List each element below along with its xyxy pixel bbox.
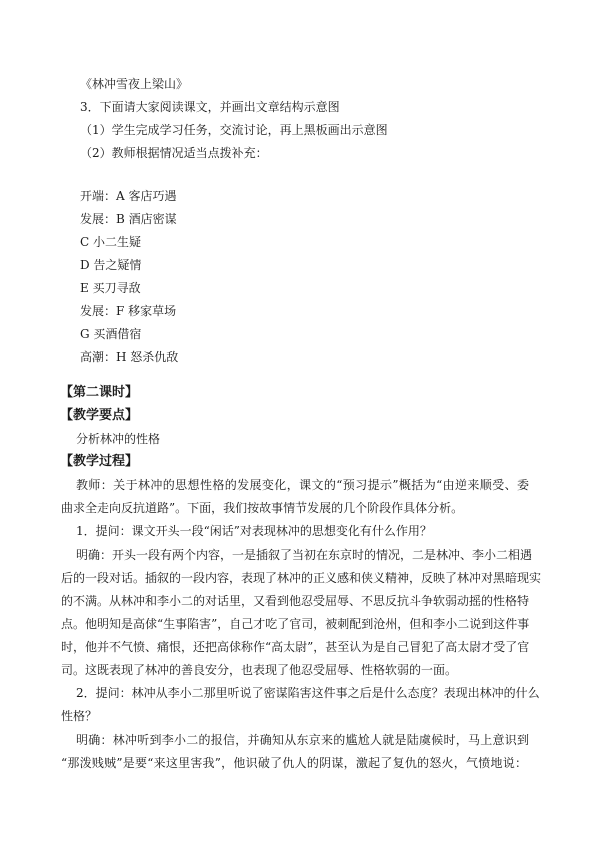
outline-item: C 小二生疑 [80, 235, 141, 249]
paragraph-line: 曲求全走向反抗道路”。下面，我们按故事情节发展的几个阶段作具体分析。 [61, 501, 464, 515]
outline-item: 开端：A 客店巧遇 [80, 189, 177, 203]
substep-2: （2）教师根据情况适当点拨补充： [80, 146, 268, 160]
section-heading-key-points: 【教学要点】 [60, 408, 139, 423]
paragraph-line: 教师：关于林冲的思想性格的发展变化，课文的“预习提示”概括为“由逆来顺受、委 [76, 478, 529, 492]
outline-item: D 告之疑情 [80, 258, 142, 272]
step-3: 3．下面请大家阅读课文，并画出文章结构示意图 [80, 100, 340, 114]
question-2: 2．提问：林冲从李小二那里听说了密谋陷害这件事之后是什么态度？表现出林冲的什么 [76, 686, 540, 700]
paragraph-line: 明确：开头一段有两个内容，一是插叙了当初在东京时的情况，二是林冲、李小二相遇 [76, 548, 533, 562]
key-point-text: 分析林冲的性格 [76, 432, 161, 446]
outline-item: 发展：B 酒店密谋 [80, 212, 177, 226]
section-heading-second-lesson: 【第二课时】 [60, 385, 139, 400]
paragraph-line: 性格？ [61, 709, 98, 723]
paragraph-line: 的不满。从林冲和李小二的对话里，又看到他忍受屈辱、不思反抗斗争软弱动摇的性格特 [61, 594, 530, 608]
outline-item: 高潮：H 怒杀仇敌 [80, 350, 179, 364]
paragraph-line: 后的一段对话。插叙的一段内容，表现了林冲的正义感和侠义精神，反映了林冲对黑暗现实 [61, 571, 542, 585]
substep-1: （1）学生完成学习任务，交流讨论，再上黑板画出示意图 [80, 123, 388, 137]
paragraph-line: “那泼贱贼”是要“来这里害我”，他识破了仇人的阴谋，激起了复仇的怒火，气愤地说： [61, 756, 527, 770]
paragraph-line: 时，他并不气愤、痛恨，还把高俅称作“高太尉”，甚至认为是自己冒犯了高太尉才受了官 [61, 640, 530, 654]
paragraph-line: 明确：林冲听到李小二的报信，并确知从东京来的尴尬人就是陆虞候时，马上意识到 [76, 733, 529, 747]
section-heading-process: 【教学过程】 [60, 454, 139, 469]
outline-item: 发展：F 移家草场 [80, 304, 177, 318]
paragraph-line: 点。他明知是高俅“生事陷害”，自己才吃了官司，被刺配到沧州，但和李小二说到这件事 [61, 617, 530, 631]
outline-item: E 买刀寻敌 [80, 281, 141, 295]
outline-item: G 买酒借宿 [80, 327, 142, 341]
question-1: 1．提问：课文开头一段“闲话”对表现林冲的思想变化有什么作用？ [76, 524, 432, 538]
paragraph-line: 司。这既表现了林冲的善良安分，也表现了他忍受屈辱、性格软弱的一面。 [61, 663, 458, 677]
article-title: 《林冲雪夜上梁山》 [80, 77, 189, 91]
